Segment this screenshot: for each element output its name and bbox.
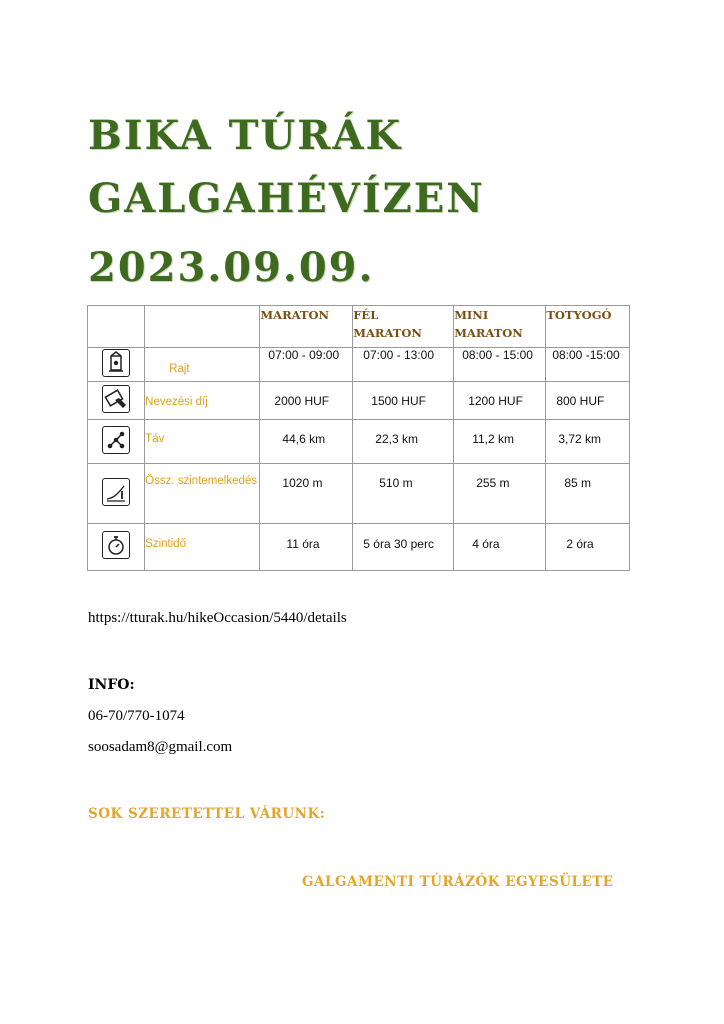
cell-value: 4 óra bbox=[454, 524, 546, 571]
welcome-message: SOK SZERETETTEL VÁRUNK: bbox=[88, 806, 326, 822]
header-empty-label-cell bbox=[145, 306, 260, 348]
cell-value: 11,2 km bbox=[454, 420, 546, 464]
row-label-nevezesi-dij: Nevezési díj bbox=[145, 382, 260, 420]
cell-value: 1020 m bbox=[260, 464, 353, 524]
event-details-link[interactable]: https://tturak.hu/hikeOccasion/5440/details bbox=[88, 610, 347, 626]
cell-value: 255 m bbox=[454, 464, 546, 524]
col-header-mini-maraton: MINI MARATON bbox=[454, 306, 546, 348]
cell-value: 1500 HUF bbox=[353, 382, 454, 420]
title-date: 2023.09.09. bbox=[88, 244, 375, 291]
table-row bbox=[88, 348, 630, 382]
club-name: GALGAMENTI TÚRÁZÓK EGYESÜLETE bbox=[302, 874, 614, 890]
cell-value: 800 HUF bbox=[546, 382, 630, 420]
cell-value: 08:00 -15:00 bbox=[546, 348, 630, 382]
cell-value: 2000 HUF bbox=[260, 382, 353, 420]
cell-value: 08:00 - 15:00 bbox=[454, 348, 546, 382]
contact-email[interactable]: soosadam8@gmail.com bbox=[88, 739, 233, 755]
cell-value: 85 m bbox=[546, 464, 630, 524]
row-label-ossz-szintemelkedes: Össz. szintemelkedés bbox=[145, 464, 260, 524]
cell-value: 2 óra bbox=[546, 524, 630, 571]
cell-value: 11 óra bbox=[260, 524, 353, 571]
title-line-1: BIKA TÚRÁK bbox=[88, 112, 403, 159]
cell-value: 510 m bbox=[353, 464, 454, 524]
col-header-totyogo: TOTYOGÓ bbox=[546, 306, 630, 348]
col-header-maraton: MARATON bbox=[260, 306, 353, 348]
row-icon-cell bbox=[88, 524, 145, 571]
col-header-fel-maraton: FÉL MARATON bbox=[353, 306, 454, 348]
elevation-icon bbox=[102, 478, 130, 506]
cell-value: 5 óra 30 perc bbox=[353, 524, 454, 571]
table-header-row bbox=[88, 306, 630, 348]
row-icon-cell bbox=[88, 464, 145, 524]
title-line-2: GALGAHÉVÍZEN bbox=[88, 175, 485, 222]
cell-value: 1200 HUF bbox=[454, 382, 546, 420]
row-icon-cell bbox=[88, 420, 145, 464]
cell-value: 22,3 km bbox=[353, 420, 454, 464]
table-row bbox=[88, 382, 630, 420]
cell-value: 44,6 km bbox=[260, 420, 353, 464]
checkpoint-icon bbox=[102, 349, 130, 377]
row-label-szintido: Szintidő bbox=[145, 524, 260, 571]
cell-value: 07:00 - 13:00 bbox=[353, 348, 454, 382]
header-empty-icon-cell bbox=[88, 306, 145, 348]
schedule-table bbox=[87, 305, 630, 571]
info-heading: INFO: bbox=[88, 677, 135, 693]
row-icon-cell bbox=[88, 348, 145, 382]
contact-phone: 06-70/770-1074 bbox=[88, 708, 185, 724]
row-label-rajt: Rajt bbox=[145, 348, 260, 382]
row-label-tav: Táv bbox=[145, 420, 260, 464]
table-row bbox=[88, 420, 630, 464]
stopwatch-icon bbox=[102, 531, 130, 559]
table-row bbox=[88, 464, 630, 524]
row-icon-cell bbox=[88, 382, 145, 420]
payment-icon bbox=[102, 385, 130, 413]
cell-value: 3,72 km bbox=[546, 420, 630, 464]
cell-value: 07:00 - 09:00 bbox=[260, 348, 353, 382]
route-icon bbox=[102, 426, 130, 454]
table-row bbox=[88, 524, 630, 571]
